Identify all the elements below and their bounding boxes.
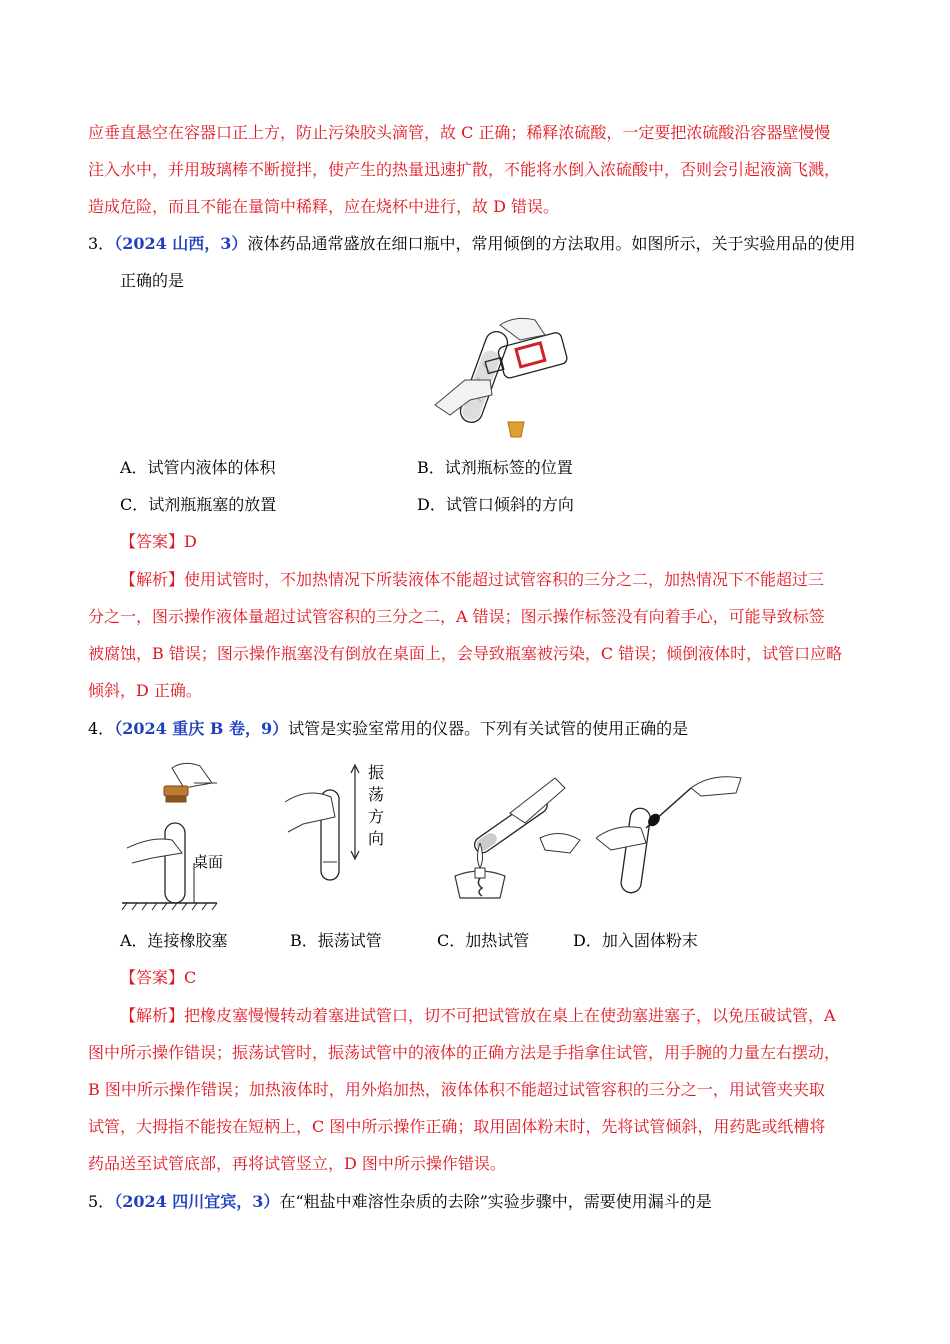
q3-option-b: B．试剂瓶标签的位置 — [417, 458, 573, 477]
q5-number: 5． — [88, 1192, 115, 1211]
q4-analysis-line-1 — [120, 1005, 836, 1027]
q4-option-b: B．振荡试管 — [290, 931, 382, 950]
q4-analysis-text-1: 把橡皮塞慢慢转动着塞进试管口，切不可把试管放在桌上在使劲塞进塞子，以免压破试管，A — [184, 1006, 836, 1025]
intro-line-1: 应垂直悬空在容器口正上方，防止污染胶头滴管，故 C 正确；稀释浓硫酸，一定要把浓硫酸沿容器壁慢慢 — [88, 123, 831, 142]
shake-char-1: 振 — [367, 763, 384, 782]
q4-answer: 【答案】C — [120, 968, 197, 987]
q5-stem — [88, 1191, 712, 1213]
q4-analysis-line-5: 药品送至试管底部，再将试管竖立，D 图中所示操作错误。 — [88, 1154, 506, 1173]
q3-analysis-line-1 — [120, 569, 824, 591]
q3-stem-text: 液体药品通常盛放在细口瓶中，常用倾倒的方法取用。如图所示，关于实验用品的使用 — [247, 234, 856, 253]
q4-option-a: A．连接橡胶塞 — [120, 931, 228, 950]
q3-analysis-tag: 【解析】 — [120, 570, 185, 589]
q4-stem — [88, 718, 688, 740]
q4-figure-b — [283, 762, 363, 887]
q4-analysis-line-4: 试管，大拇指不能按在短柄上，C 图中所示操作正确；取用固体粉末时，先将试管倾斜，用药匙或纸槽将 — [88, 1117, 826, 1136]
shake-char-3: 方 — [367, 807, 384, 826]
q3-analysis-text-1: 使用试管时，不加热情况下所装液体不能超过试管容积的三分之二，加热情况下不能超过三 — [184, 570, 825, 589]
q4-fig-shake-label — [366, 762, 386, 850]
q3-figure — [420, 310, 580, 445]
q4-analysis-line-2: 图中所示操作错误；振荡试管时，振荡试管中的液体的正确方法是手指拿住试管，用手腕的力量左右摆动， — [88, 1043, 841, 1062]
q3-option-a: A．试管内液体的体积 — [120, 458, 276, 477]
shake-char-2: 荡 — [367, 785, 384, 804]
q3-option-d: D．试管口倾斜的方向 — [417, 495, 574, 514]
q3-analysis-line-4: 倾斜，D 正确。 — [88, 681, 202, 700]
q3-answer: 【答案】D — [120, 532, 197, 551]
q3-analysis-line-3: 被腐蚀，B 错误；图示操作瓶塞没有倒放在桌面上，会导致瓶塞被污染，C 错误；倾倒液体时，试管口应略 — [88, 644, 843, 663]
q5-stem-text: 在“粗盐中难溶性杂质的去除”实验步骤中，需要使用漏斗的是 — [279, 1192, 712, 1211]
q4-source: （2024 重庆 B 卷，9） — [114, 719, 289, 738]
intro-line-2: 注入水中，并用玻璃棒不断搅拌，使产生的热量迅速扩散，不能将水倒入浓硫酸中，否则会引起液滴飞溅， — [88, 160, 841, 179]
q3-analysis-line-2: 分之一，图示操作液体量超过试管容积的三分之二，A 错误；图示操作标签没有向着手心，可能导致标签 — [88, 607, 825, 626]
q4-figure-d — [596, 768, 746, 898]
q3-option-c: C．试剂瓶瓶塞的放置 — [120, 495, 277, 514]
q3-source: （2024 山西，3） — [114, 234, 248, 253]
q3-number: 3． — [88, 234, 115, 253]
q4-option-d: D．加入固体粉末 — [573, 931, 698, 950]
q4-fig-desk-label: 桌面 — [193, 853, 224, 871]
q4-figure-a — [122, 758, 242, 913]
q4-option-c: C．加热试管 — [437, 931, 530, 950]
q3-stem — [88, 233, 855, 255]
q3-stem-line-2: 正确的是 — [120, 271, 185, 290]
q4-analysis-line-3: B 图中所示操作错误；加热液体时，用外焰加热，液体体积不能超过试管容积的三分之一，用试管夹夹取 — [88, 1080, 825, 1099]
q4-stem-text: 试管是实验室常用的仪器。下列有关试管的使用正确的是 — [288, 719, 689, 738]
q5-source: （2024 四川宜宾，3） — [114, 1192, 280, 1211]
shake-char-4: 向 — [367, 829, 384, 848]
q4-figure-c — [440, 758, 585, 908]
intro-line-3: 造成危险，而且不能在量筒中稀释，应在烧杯中进行，故 D 错误。 — [88, 197, 560, 216]
q4-analysis-tag: 【解析】 — [120, 1006, 185, 1025]
q4-number: 4． — [88, 719, 115, 738]
